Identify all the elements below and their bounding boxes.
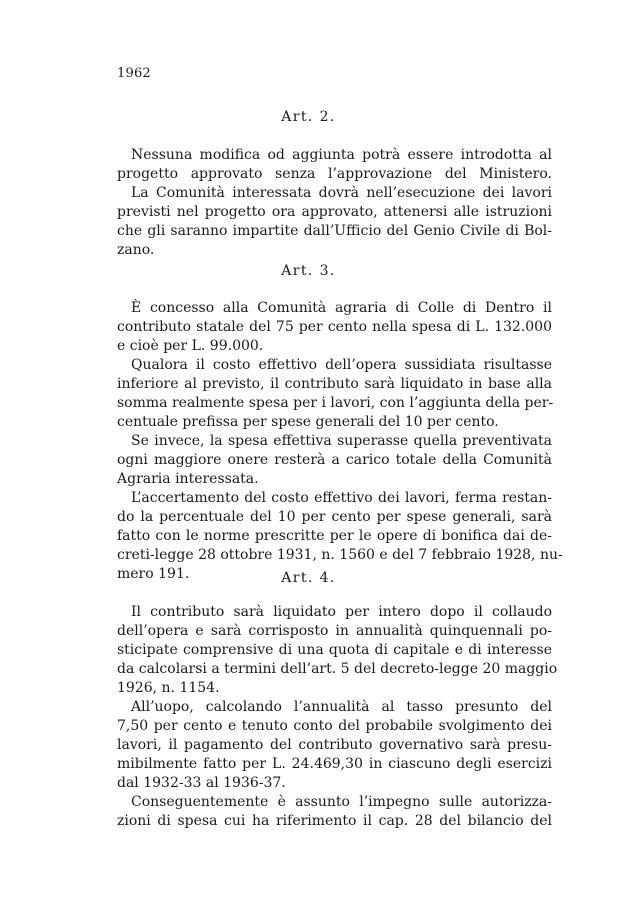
article-4-line: sticipate comprensive di una quota di capitale e di interesse (117, 642, 552, 658)
article-4-line: dal 1932-33 al 1936-37. (117, 775, 286, 791)
article-3-line: È concesso alla Comunità agraria di Colle di Dentro il (131, 300, 552, 316)
article-2-line: previsti nel progetto ora approvato, attenersi alle istruzioni (117, 204, 552, 220)
article-3-line: L’accertamento del costo effettivo dei lavori, ferma restan- (131, 490, 552, 506)
article-3-line: do la percentuale del 10 per cento per spese generali, sarà (117, 509, 552, 525)
article-3-line: ogni maggiore onere resterà a carico totale della Comunità (117, 452, 552, 468)
article-3-line: inferiore al previsto, il contributo sarà liquidato in base alla (117, 376, 552, 392)
article-3-line: somma realmente spesa per i lavori, con l’aggiunta della per- (117, 395, 554, 411)
article-4-line: Conseguentemente è assunto l’impegno sulle autorizza- (131, 794, 552, 810)
article-3-title: Art. 3. (281, 263, 336, 279)
article-4-title: Art. 4. (281, 570, 336, 586)
article-3-line: e cioè per L. 99.000. (117, 338, 264, 354)
article-3-line: Qualora il costo effettivo dell’opera sussidiata risultasse (131, 357, 552, 373)
article-2-line: progetto approvato senza l’approvazione del Ministero. (117, 166, 552, 182)
article-2-title: Art. 2. (281, 109, 336, 125)
article-4-line: 1926, n. 1154. (117, 680, 220, 696)
article-4-line: zioni di spesa cui ha riferimento il cap. 28 del bilancio del (117, 813, 552, 829)
article-3-line: Se invece, la spesa effettiva superasse quella preventivata (131, 433, 552, 449)
article-2-line: La Comunità interessata dovrà nell’esecuzione dei lavori (131, 185, 552, 201)
article-4-line: dell’opera e sarà corrisposto in annualità quinquennali po- (117, 623, 552, 639)
page-number: 1962 (117, 66, 151, 81)
article-4-line: All’uopo, calcolando l’annualità al tasso presunto del (131, 699, 552, 715)
article-2-line: Nessuna modifica od aggiunta potrà essere introdotta al (131, 147, 552, 163)
article-4-line: lavori, il pagamento del contributo governativo sarà presu- (117, 737, 552, 753)
article-4-line: 7,50 per cento e tenuto conto del probabile svolgimento dei (117, 718, 552, 734)
article-3-line: centuale prefissa per spese generali del 10 per cento. (117, 414, 499, 430)
article-3-line: Agraria interessata. (117, 471, 259, 487)
article-3-line: creti-legge 28 ottobre 1931, n. 1560 e del 7 febbraio 1928, nu- (117, 547, 563, 563)
article-4-line: mibilmente fatto per L. 24.469,30 in ciascuno degli esercizi (117, 756, 552, 772)
article-2-line: che gli saranno impartite dall’Ufficio del Genio Civile di Bol- (117, 223, 552, 239)
article-4-line: da calcolarsi a termini dell’art. 5 del decreto-legge 20 maggio (117, 661, 558, 677)
article-2-line: zano. (117, 242, 155, 258)
article-3-line: mero 191. (117, 566, 190, 582)
article-3-line: fatto con le norme prescritte per le opere di bonifica dai de- (117, 528, 552, 544)
article-4-line: Il contributo sarà liquidato per intero dopo il collaudo (131, 604, 552, 620)
article-3-line: contributo statale del 75 per cento nella spesa di L. 132.000 (117, 319, 552, 335)
